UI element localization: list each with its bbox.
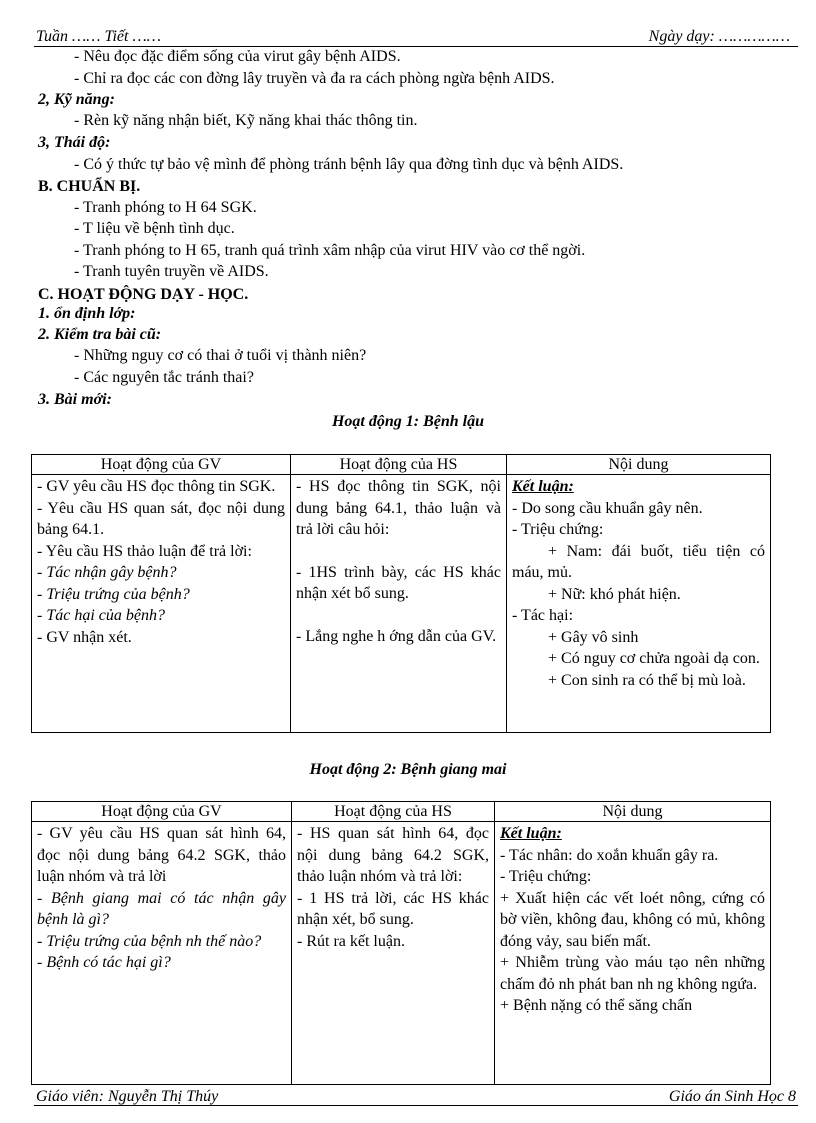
prep-item: - Tranh tuyên truyền về AIDS. <box>74 263 269 280</box>
gv-question: - Tác nhận gây bệnh? <box>37 564 177 581</box>
footer-right: Giáo án Sinh Học 8 <box>668 1088 796 1105</box>
prep-item: - T liệu về bệnh tình dục. <box>74 220 235 237</box>
section-3-heading: 3. Bài mới: <box>38 391 112 408</box>
gv-line: - Yêu cầu HS thảo luận để trả lời: <box>37 542 252 560</box>
header-left: Tuần …… Tiết …… <box>36 28 161 45</box>
content-line: + Nam: đái buốt, tiểu tiện có máu, mủ. <box>512 542 765 581</box>
gv-question: - Triệu trứng của bệnh? <box>37 585 190 603</box>
content-cell <box>507 475 771 733</box>
hs-line: - HS đọc thông tin SGK, nội dung bảng 64.1, thảo luận và trả lời câu hỏi: <box>296 478 501 538</box>
prep-item: - Tranh phóng to H 65, tranh quá trình xâm nhập của virut HIV vào cơ thể ngời. <box>74 242 586 259</box>
table-header-row <box>32 455 771 475</box>
skills-heading: 2, Kỹ năng: <box>38 91 115 108</box>
prep-item: - Tranh phóng to H 64 SGK. <box>74 199 257 216</box>
content-line: - Do song cầu khuẩn gây nên. <box>512 499 703 517</box>
content-line: - Triệu chứng: <box>512 521 604 538</box>
gv-cell <box>32 822 292 1085</box>
attitude-heading: 3, Thái độ: <box>38 134 111 151</box>
content-line: + Nhiễm trùng vào máu tạo nên những chấm đỏ nh phát ban nh ng không ngứa. <box>500 954 765 993</box>
content-line: - Tác hại: <box>512 607 574 624</box>
gv-question: - Bệnh giang mai có tác nhận gây bệnh là gì? <box>37 889 286 928</box>
table-row <box>32 475 771 733</box>
content-line: + Con sinh ra có thể bị mù loà. <box>548 671 746 689</box>
activities-heading: C. HOẠT ĐỘNG DẠY - HỌC. <box>38 286 249 303</box>
gv-line: - Yêu cầu HS quan sát, đọc nội dung bảng 64.1. <box>37 499 285 538</box>
content-line: + Xuất hiện các vết loét nông, cứng có bờ viền, không đau, không có mủ, không đóng vảy, sau biến mất. <box>500 889 765 950</box>
table-header-row <box>32 802 771 822</box>
page-footer <box>34 1086 798 1106</box>
content-line: - Tác nhân: do xoắn khuẩn gây ra. <box>500 846 719 864</box>
column-header: Hoạt động của HS <box>292 802 495 822</box>
gv-line: - GV yêu cầu HS quan sát hình 64, đọc nội dung bảng 64.2 SGK, thảo luận nhóm và trả lời <box>37 825 286 885</box>
column-header: Nội dung <box>495 802 771 822</box>
gv-question: - Tác hại của bệnh? <box>37 607 165 624</box>
gv-cell <box>32 475 291 733</box>
content-line: - Triệu chứng: <box>500 868 592 885</box>
content-line: + Bệnh nặng có thể săng chấn <box>500 997 693 1014</box>
conclusion-label: Kết luận: <box>512 478 574 495</box>
gv-line: - GV nhận xét. <box>37 628 132 646</box>
column-header: Hoạt động của HS <box>291 455 507 475</box>
gv-question: - Triệu trứng của bệnh nh thế nào? <box>37 932 262 950</box>
header-right: Ngày dạy: …………… <box>648 28 790 45</box>
content-line: + Có nguy cơ chửa ngoài dạ con. <box>548 650 760 667</box>
gv-question: - Bệnh có tác hại gì? <box>37 954 171 971</box>
content-line: + Nữ: khó phát hiện. <box>548 585 681 603</box>
column-header: Hoạt động của GV <box>32 802 292 822</box>
conclusion-label: Kết luận: <box>500 825 562 842</box>
attitude-line: - Có ý thức tự bảo vệ mình để phòng tránh bệnh lây qua đờng tình dục và bệnh AIDS. <box>74 156 624 173</box>
content-cell <box>495 822 771 1085</box>
skills-line: - Rèn kỹ năng nhận biết, Kỹ năng khai thác thông tin. <box>74 112 418 129</box>
intro-line-2: - Chỉ ra đọc các con đờng lây truyền và đa ra cách phòng ngừa bệnh AIDS. <box>74 70 555 87</box>
hs-line: - 1 HS trả lời, các HS khác nhận xét, bổ sung. <box>297 889 489 928</box>
hs-line: - Rút ra kết luận. <box>297 932 405 950</box>
table-2-title: Hoạt động 2: Bệnh giang mai <box>309 761 507 778</box>
prep-heading: B. CHUẨN BỊ. <box>38 178 141 195</box>
hs-cell <box>291 475 507 733</box>
hs-cell <box>292 822 495 1085</box>
table-row <box>32 822 771 1085</box>
section-1-heading: 1. ổn định lớp: <box>38 305 136 322</box>
review-question: - Những nguy cơ có thai ở tuổi vị thành niên? <box>74 347 367 364</box>
hs-line: - HS quan sát hình 64, đọc nội dung bảng 64.2 SGK, thảo luận nhóm và trả lời: <box>297 825 489 885</box>
footer-left: Giáo viên: Nguyễn Thị Thúy <box>36 1088 219 1105</box>
hs-line: - 1HS trình bày, các HS khác nhận xét bổ sung. <box>296 563 501 602</box>
gv-line: - GV yêu cầu HS đọc thông tin SGK. <box>37 478 276 495</box>
content-line: + Gây vô sinh <box>548 628 639 646</box>
page-header <box>34 26 798 47</box>
column-header: Hoạt động của GV <box>32 455 291 475</box>
hs-line: - Lắng nghe h ớng dẫn của GV. <box>296 627 497 645</box>
intro-line-1: - Nêu đọc đặc điểm sống của virut gây bệnh AIDS. <box>74 48 401 65</box>
table-1 <box>31 454 771 733</box>
table-1-title: Hoạt động 1: Bệnh lậu <box>331 413 485 430</box>
table-2 <box>31 801 771 1085</box>
column-header: Nội dung <box>507 455 771 475</box>
review-question: - Các nguyên tắc tránh thai? <box>74 369 254 386</box>
section-2-heading: 2. Kiểm tra bài cũ: <box>38 326 162 343</box>
